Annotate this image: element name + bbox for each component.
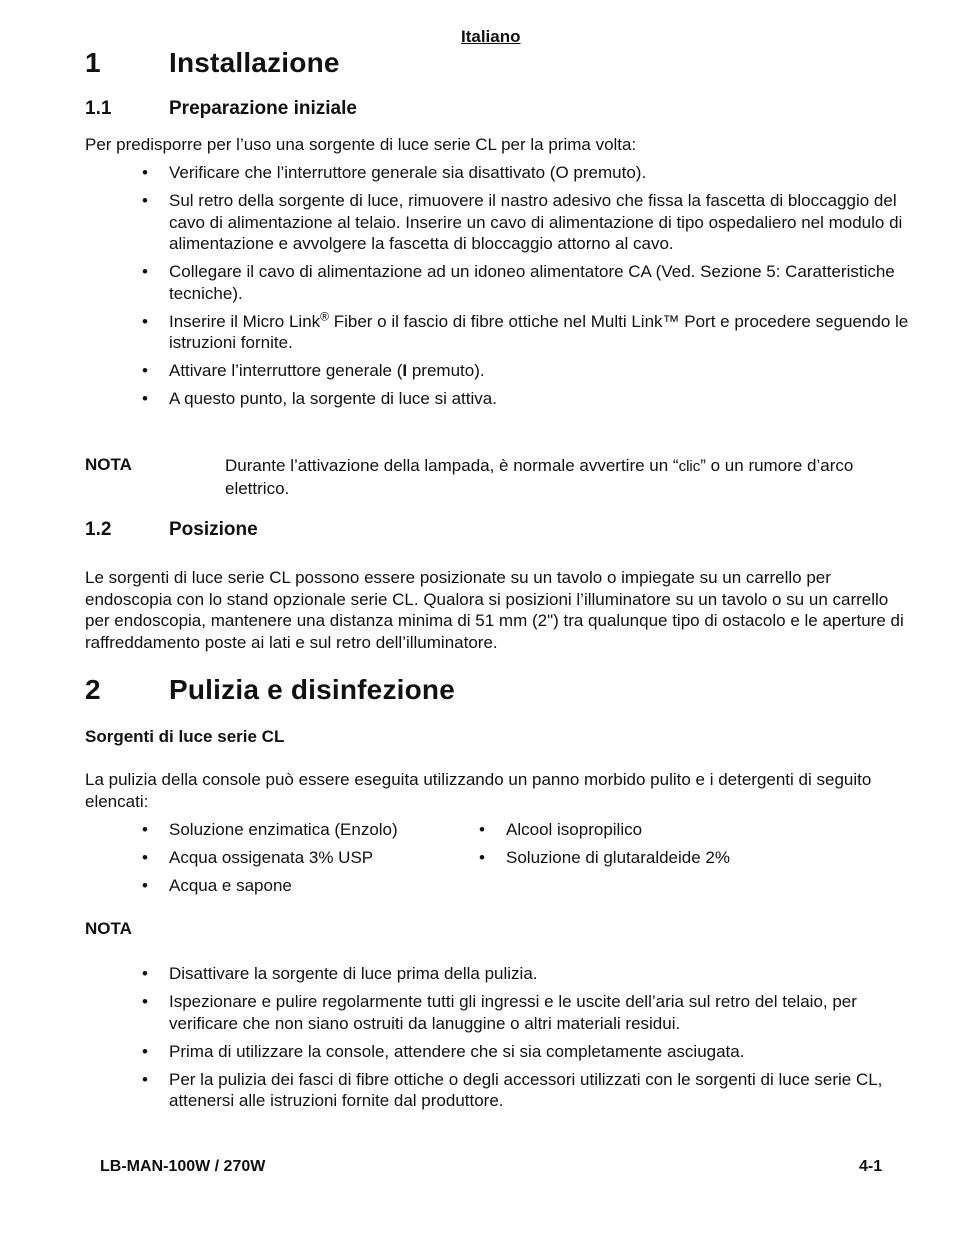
position-paragraph: Le sorgenti di luce serie CL possono essere posizionate su un tavolo o impiegate su un carrello per endoscopia con lo stand opzionale serie CL. Qualora si posizioni l’illuminatore su un tavolo o su un carrello per endoscopia, mantenere una distanza minima di 51 mm (2") tra qualunque tipo di ostacolo e le aperture di raffreddamento poste ai lati e sul retro dell’illuminatore. bbox=[85, 568, 904, 652]
list-item: • Ispezionare e pulire regolarmente tutti gli ingressi e le uscite dell’aria sul retro del telaio, per verificare che non siano ostruiti da lanuggine o altri materiali residui. bbox=[142, 992, 857, 1033]
note-label-2: NOTA bbox=[85, 919, 132, 938]
subsection-1-2-heading bbox=[85, 519, 885, 543]
list-item-text: Soluzione di glutaraldeide 2% bbox=[506, 848, 730, 867]
list-item-text: Prima di utilizzare la console, attendere che si sia completamente asciugata. bbox=[169, 1041, 745, 1061]
list-item-text: Attivare l’interruttore generale ( bbox=[169, 361, 403, 380]
list-item-text: Inserire il Micro Link bbox=[169, 311, 321, 331]
note-label: NOTA bbox=[85, 455, 132, 474]
list-item-text: Ispezionare e pulire regolarmente tutti gli ingressi e le uscite dell’aria sul retro del telaio, per verificare che non siano ostruiti da lanuggine o altri materiali residui. bbox=[169, 992, 857, 1033]
cleaning-subtitle: Sorgenti di luce serie CL bbox=[85, 727, 285, 746]
note-text-part: Durante l’attivazione della lampada, è normale avvertire un “ bbox=[225, 456, 679, 475]
list-item-text: Fiber o il fascio di fibre ottiche nel Multi Link™ Port e procedere seguendo le istruzioni fornite. bbox=[169, 311, 909, 352]
list-item: • Soluzione enzimatica (Enzolo) bbox=[142, 820, 398, 839]
subsection-1-2-number: 1.2 bbox=[85, 519, 112, 540]
list-item: • Alcool isopropilico bbox=[479, 820, 643, 839]
list-item-text: Sul retro della sorgente di luce, rimuovere il nastro adesivo che fissa la fascetta di bloccaggio del cavo di alimentazione al telaio. Inserire un cavo di alimentazione di tipo ospedaliero nel modulo di alimentazione e avvolgere la fascetta di bloccaggio attorno al cavo. bbox=[169, 191, 903, 253]
subsection-1-1-number: 1.1 bbox=[85, 98, 112, 119]
list-item: • Soluzione di glutaraldeide 2% bbox=[479, 848, 730, 867]
list-item: • Attivare l’interruttore generale (I premuto). bbox=[142, 361, 485, 380]
list-item: • Acqua ossigenata 3% USP bbox=[142, 848, 374, 867]
note-clic: clic bbox=[678, 458, 701, 475]
section-1-heading bbox=[85, 47, 885, 83]
footer-doc-id: LB-MAN-100W / 270W bbox=[100, 1158, 266, 1175]
subsection-1-2-title: Posizione bbox=[169, 519, 258, 540]
list-item: • Sul retro della sorgente di luce, rimuovere il nastro adesivo che fissa la fascetta di bloccaggio del cavo di alimentazione al telaio. Inserire un cavo di alimentazione di tipo ospedaliero nel modulo di alimentazione e avvolgere la fascetta di bloccaggio attorno al cavo. bbox=[142, 191, 903, 253]
setup-intro: Per predisporre per l’uso una sorgente di luce serie CL per la prima volta: bbox=[85, 135, 637, 154]
list-item-text: Verificare che l’interruttore generale sia disattivato (O premuto). bbox=[169, 163, 647, 182]
list-item-text: Acqua ossigenata 3% USP bbox=[169, 848, 374, 867]
list-item-text: Acqua e sapone bbox=[169, 876, 292, 895]
section-2-number: 2 bbox=[85, 674, 101, 705]
list-item: • Per la pulizia dei fasci di fibre ottiche o degli accessori utilizzati con le sorgenti di luce serie CL, attenersi alle istruzioni fornite dal produttore. bbox=[142, 1069, 883, 1110]
list-item-text: Collegare il cavo di alimentazione ad un idoneo alimentatore CA (Ved. Sezione 5: Caratteristiche tecniche). bbox=[169, 262, 895, 303]
section-2-heading bbox=[85, 674, 885, 710]
list-item: • Verificare che l’interruttore generale sia disattivato (O premuto). bbox=[142, 163, 647, 182]
subsection-1-1-heading bbox=[85, 98, 885, 122]
section-1-number: 1 bbox=[85, 47, 101, 78]
list-item: • Inserire il Micro Link® Fiber o il fascio di fibre ottiche nel Multi Link™ Port e procedere seguendo le istruzioni fornite. bbox=[142, 308, 909, 352]
on-symbol: I bbox=[402, 361, 408, 380]
list-item-text: Alcool isopropilico bbox=[506, 820, 643, 839]
language-label: Italiano bbox=[461, 27, 521, 46]
list-item-text: A questo punto, la sorgente di luce si attiva. bbox=[169, 389, 497, 408]
note-text-part: ” o un rumore d’arco elettrico. bbox=[225, 456, 854, 498]
subsection-1-1-title: Preparazione iniziale bbox=[169, 98, 357, 119]
section-1-title: Installazione bbox=[169, 47, 340, 78]
cleaning-notes-list bbox=[142, 963, 912, 1118]
cleaners-list-col-1 bbox=[142, 819, 462, 903]
list-item-text: premuto). bbox=[407, 361, 485, 380]
list-item: • A questo punto, la sorgente di luce si attiva. bbox=[142, 389, 497, 408]
list-item: • Disattivare la sorgente di luce prima della pulizia. bbox=[142, 964, 538, 983]
list-item-text: Soluzione enzimatica (Enzolo) bbox=[169, 820, 398, 839]
list-item: • Collegare il cavo di alimentazione ad un idoneo alimentatore CA (Ved. Sezione 5: Caratteristiche tecniche). bbox=[142, 262, 895, 303]
registered-mark: ® bbox=[320, 308, 329, 323]
list-item-text: Disattivare la sorgente di luce prima della pulizia. bbox=[169, 964, 538, 983]
cleaning-intro: La pulizia della console può essere eseguita utilizzando un panno morbido pulito e i detergenti di seguito elencati: bbox=[85, 770, 872, 811]
list-item: • Prima di utilizzare la console, attendere che si sia completamente asciugata. bbox=[142, 1041, 745, 1061]
list-item: • Acqua e sapone bbox=[142, 876, 292, 895]
cleaners-list-col-2 bbox=[479, 819, 859, 875]
section-2-title: Pulizia e disinfezione bbox=[169, 674, 456, 705]
note-text bbox=[225, 455, 885, 499]
list-item-text: Per la pulizia dei fasci di fibre ottiche o degli accessori utilizzati con le sorgenti di luce serie CL, attenersi alle istruzioni fornite dal produttore. bbox=[169, 1069, 883, 1110]
footer-page-number: 4-1 bbox=[859, 1158, 883, 1175]
setup-steps-list bbox=[142, 162, 912, 416]
